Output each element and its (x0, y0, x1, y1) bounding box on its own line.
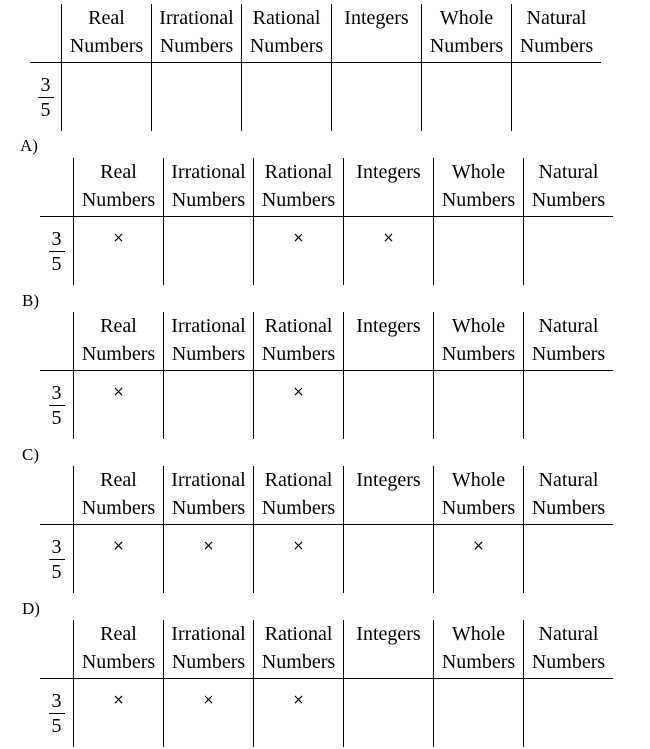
column-header-line2: Numbers (171, 343, 246, 365)
column-header-line2: Numbers (441, 651, 516, 673)
column-header (163, 158, 253, 216)
column-header-line2: Numbers (441, 343, 516, 365)
check-mark: × (112, 692, 125, 708)
fraction-bar (49, 251, 65, 252)
column-header-line2: Numbers (81, 343, 156, 365)
column-header-line1: Irrational (171, 315, 246, 337)
table-cell (241, 62, 331, 131)
table-cell (253, 216, 343, 285)
table-cell (433, 370, 523, 439)
check-mark: × (112, 538, 125, 554)
column-header-line2: Numbers (171, 189, 246, 211)
table-cell (163, 216, 253, 285)
column-header-line1: Integers (356, 469, 421, 491)
column-header (253, 312, 343, 370)
fraction (40, 679, 73, 747)
table-cell (343, 370, 433, 439)
column-header (61, 4, 151, 62)
column-header-line1: Real (100, 315, 137, 337)
check-mark: × (472, 538, 485, 554)
table-cell (73, 678, 163, 747)
number-cell (40, 524, 73, 593)
column-header-line2 (344, 648, 433, 676)
fraction-numerator: 3 (51, 535, 62, 558)
column-header-line1: Irrational (171, 161, 246, 183)
column-header-line1: Rational (264, 161, 333, 183)
column-header (343, 620, 433, 678)
column-header-line2: Numbers (81, 189, 156, 211)
column-header-line2: Numbers (69, 35, 144, 57)
column-header (73, 158, 163, 216)
table-cell (433, 678, 523, 747)
column-header (73, 466, 163, 524)
table-cell (253, 524, 343, 593)
fraction (40, 371, 73, 439)
column-header-line1: Real (100, 469, 137, 491)
column-header (73, 312, 163, 370)
column-header-line1: Whole (451, 469, 506, 491)
fraction (30, 63, 61, 131)
column-header (433, 620, 523, 678)
check-mark: × (382, 230, 395, 246)
classification-table (30, 4, 601, 131)
number-cell (40, 678, 73, 747)
column-header (523, 466, 613, 524)
column-header-line2: Numbers (531, 497, 606, 519)
number-cell (30, 62, 61, 131)
column-header-line1: Natural (538, 161, 599, 183)
column-header-line2: Numbers (519, 35, 594, 57)
option-table (40, 158, 613, 285)
table-cell (163, 678, 253, 747)
column-header-line1: Integers (356, 315, 421, 337)
fraction-denominator: 5 (51, 406, 62, 429)
column-header-line1: Irrational (159, 7, 234, 29)
column-header-line1: Real (100, 623, 137, 645)
fraction-bar (49, 405, 65, 406)
column-header (523, 158, 613, 216)
column-header-line2 (344, 494, 433, 522)
column-header-line2: Numbers (261, 343, 336, 365)
column-header-line1: Whole (439, 7, 494, 29)
column-header-line1: Natural (538, 469, 599, 491)
table-cell (343, 678, 433, 747)
table-cell (421, 62, 511, 131)
column-header-line1: Rational (264, 469, 333, 491)
corner-cell (40, 620, 73, 678)
table-cell (523, 370, 613, 439)
table-cell (163, 370, 253, 439)
column-header (433, 158, 523, 216)
column-header (163, 466, 253, 524)
corner-cell (40, 312, 73, 370)
column-header-line1: Whole (451, 623, 506, 645)
fraction-bar (38, 97, 54, 98)
fraction (40, 525, 73, 593)
column-header-line2: Numbers (261, 189, 336, 211)
column-header-line2: Numbers (249, 35, 324, 57)
column-header-line1: Rational (252, 7, 321, 29)
column-header (253, 158, 343, 216)
column-header (523, 620, 613, 678)
column-header-line1: Real (88, 7, 125, 29)
table-cell (343, 216, 433, 285)
table-cell (523, 216, 613, 285)
column-header-line2: Numbers (159, 35, 234, 57)
table-cell (73, 524, 163, 593)
number-cell (40, 216, 73, 285)
column-header-line2: Numbers (171, 651, 246, 673)
fraction-bar (49, 713, 65, 714)
column-header (241, 4, 331, 62)
column-header-line1: Integers (356, 623, 421, 645)
option-label[interactable]: C) (22, 445, 39, 464)
option-table (40, 620, 613, 747)
column-header-line1: Rational (264, 623, 333, 645)
column-header (343, 158, 433, 216)
table-cell (433, 216, 523, 285)
column-header (343, 312, 433, 370)
table-cell (433, 524, 523, 593)
column-header-line1: Rational (264, 315, 333, 337)
column-header (433, 466, 523, 524)
check-mark: × (202, 692, 215, 708)
corner-cell (40, 158, 73, 216)
column-header-line2: Numbers (441, 189, 516, 211)
column-header (343, 466, 433, 524)
column-header-line2 (344, 340, 433, 368)
table-cell (523, 678, 613, 747)
column-header-line2: Numbers (441, 497, 516, 519)
column-header (163, 312, 253, 370)
column-header-line1: Natural (538, 623, 599, 645)
column-header-line2: Numbers (171, 497, 246, 519)
column-header-line2: Numbers (261, 497, 336, 519)
column-header (523, 312, 613, 370)
column-header (151, 4, 241, 62)
column-header-line1: Whole (451, 315, 506, 337)
corner-cell (30, 4, 61, 62)
column-header (421, 4, 511, 62)
check-mark: × (292, 384, 305, 400)
table-cell (73, 216, 163, 285)
fraction-numerator: 3 (51, 381, 62, 404)
fraction-denominator: 5 (51, 560, 62, 583)
table-cell (73, 370, 163, 439)
check-mark: × (112, 230, 125, 246)
fraction-bar (49, 559, 65, 560)
check-mark: × (112, 384, 125, 400)
column-header (253, 466, 343, 524)
option-label[interactable]: D) (22, 599, 40, 618)
option-label[interactable]: B) (22, 291, 39, 310)
column-header-line2: Numbers (531, 343, 606, 365)
column-header-line1: Natural (526, 7, 587, 29)
table-cell (523, 524, 613, 593)
check-mark: × (202, 538, 215, 554)
column-header-line1: Real (100, 161, 137, 183)
column-header-line1: Irrational (171, 623, 246, 645)
column-header (511, 4, 601, 62)
option-table (40, 466, 613, 593)
column-header-line2 (344, 186, 433, 214)
column-header-line2: Numbers (429, 35, 504, 57)
fraction-numerator: 3 (51, 689, 62, 712)
column-header (163, 620, 253, 678)
column-header (331, 4, 421, 62)
table-cell (511, 62, 601, 131)
column-header (433, 312, 523, 370)
fraction (40, 217, 73, 285)
column-header-line1: Natural (538, 315, 599, 337)
column-header-line1: Irrational (171, 469, 246, 491)
check-mark: × (292, 230, 305, 246)
option-table (40, 312, 613, 439)
number-cell (40, 370, 73, 439)
table-cell (253, 370, 343, 439)
option-label[interactable]: A) (20, 136, 38, 155)
column-header-line2: Numbers (81, 651, 156, 673)
column-header (253, 620, 343, 678)
table-cell (61, 62, 151, 131)
column-header-line2: Numbers (261, 651, 336, 673)
fraction-denominator: 5 (40, 98, 51, 121)
table-cell (253, 678, 343, 747)
column-header-line2: Numbers (81, 497, 156, 519)
check-mark: × (292, 692, 305, 708)
table-cell (163, 524, 253, 593)
column-header (73, 620, 163, 678)
column-header-line1: Integers (344, 7, 409, 29)
table-cell (151, 62, 241, 131)
fraction-numerator: 3 (40, 73, 51, 96)
fraction-denominator: 5 (51, 252, 62, 275)
column-header-line1: Whole (451, 161, 506, 183)
table-cell (343, 524, 433, 593)
corner-cell (40, 466, 73, 524)
table-cell (331, 62, 421, 131)
column-header-line2 (332, 32, 421, 60)
fraction-numerator: 3 (51, 227, 62, 250)
check-mark: × (292, 538, 305, 554)
column-header-line1: Integers (356, 161, 421, 183)
column-header-line2: Numbers (531, 651, 606, 673)
fraction-denominator: 5 (51, 714, 62, 737)
column-header-line2: Numbers (531, 189, 606, 211)
